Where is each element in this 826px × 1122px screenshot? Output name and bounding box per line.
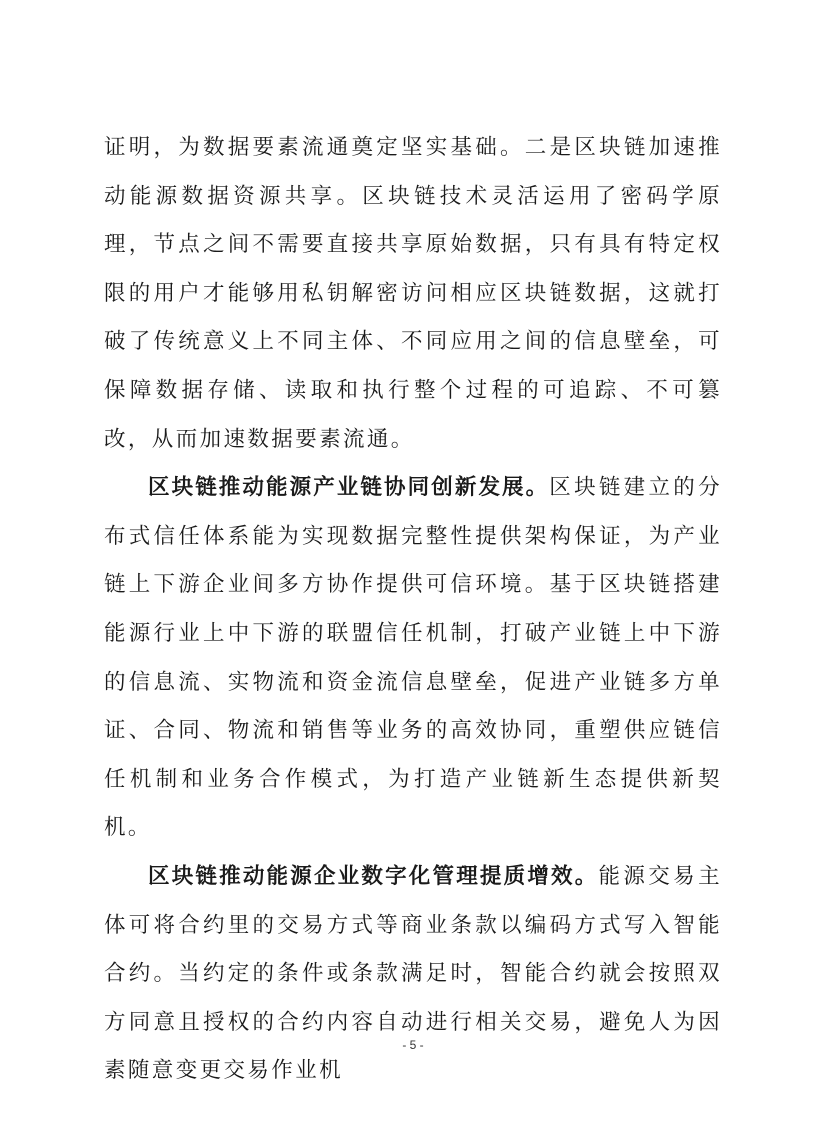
paragraph-1 [104,124,722,464]
paragraph-2-text: 区块链建立的分布式信任体系能为实现数据完整性提供架构保证，为产业链上下游企业间多方协作提供可信环境。基于区块链搭建能源行业上中下游的联盟信任机制，打破产业链上中下游的信息流、实物流和资金流信息壁垒，促进产业链多方单证、合同、物流和销售等业务的高效协同，重塑供应链信任机制和业务合作模式，为打造产业链新生态提供新契机。 [104,475,722,841]
paragraph-3-heading: 区块链推动能源企业数字化管理提质增效。 [148,863,599,889]
paragraph-3 [104,853,722,1096]
paragraph-3-text: 能源交易主体可将合约里的交易方式等商业条款以编码方式写入智能合约。当约定的条件或条款满足时，智能合约就会按照双方同意且授权的合约内容自动进行相关交易，避免人为因素随意变更交易作业机 [104,863,722,1084]
paragraph-2 [104,464,722,853]
paragraph-2-heading: 区块链推动能源产业链协同创新发展。 [148,475,550,501]
page-number: - 5 - [402,1038,424,1052]
document-body [104,124,722,1096]
paragraph-1-text: 证明，为数据要素流通奠定坚实基础。二是区块链加速推动能源数据资源共享。区块链技术灵活运用了密码学原理，节点之间不需要直接共享原始数据，只有具有特定权限的用户才能够用私钥解密访问相应区块链数据，这就打破了传统意义上不同主体、不同应用之间的信息壁垒，可保障数据存储、读取和执行整个过程的可追踪、不可篡改，从而加速数据要素流通。 [104,135,722,452]
